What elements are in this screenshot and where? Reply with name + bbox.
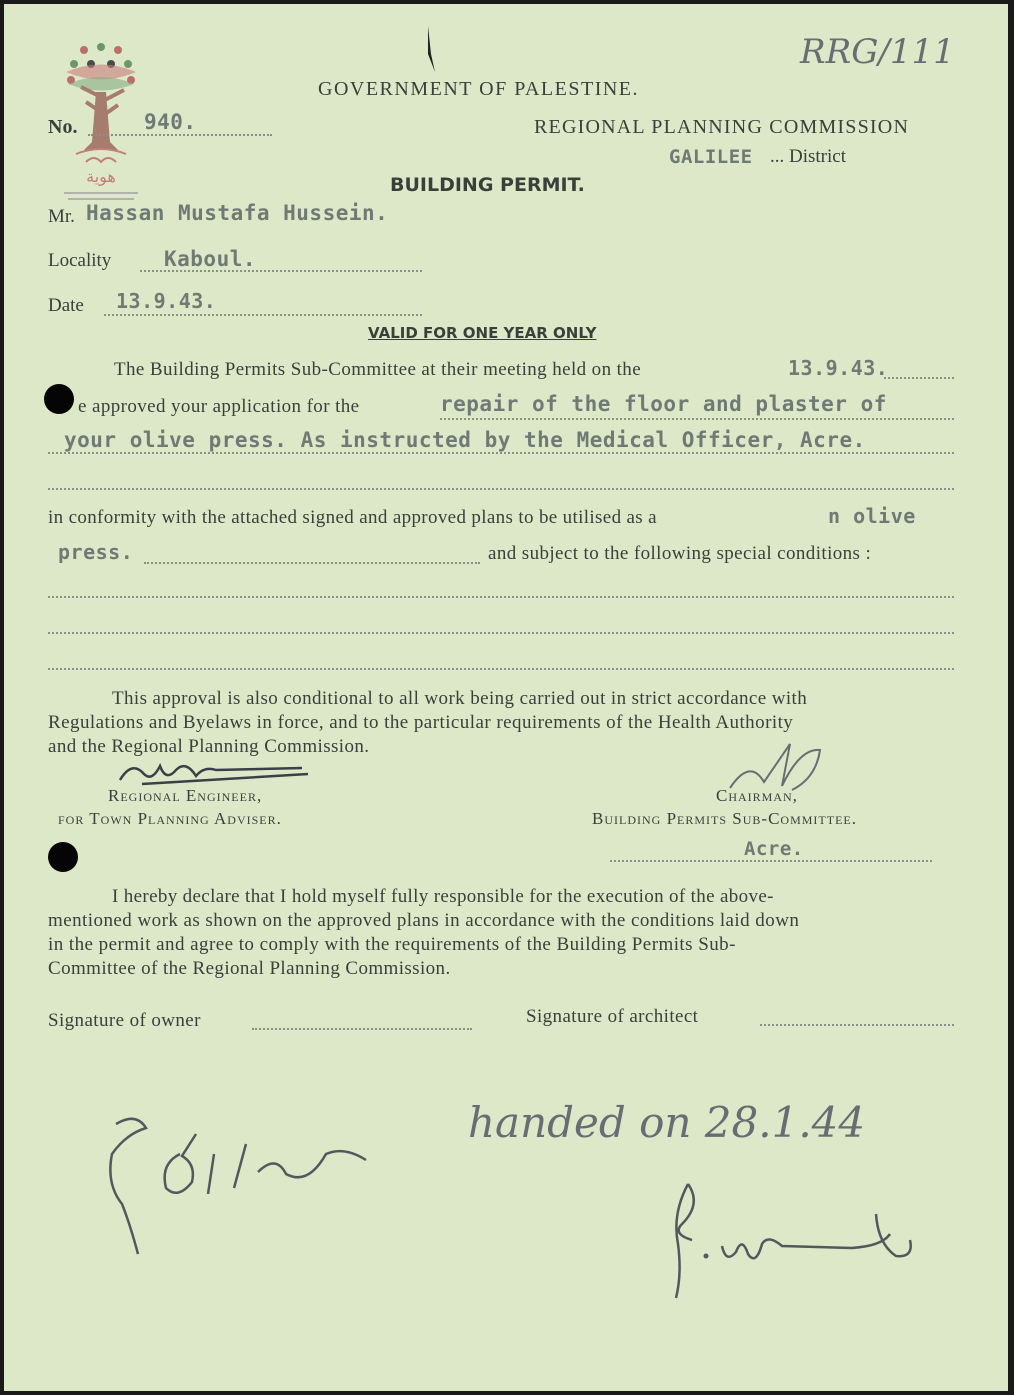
punch-hole-bottom: [48, 842, 78, 872]
conditions-dotted-line-1: [48, 596, 954, 598]
permit-number: 940.: [144, 110, 197, 134]
meeting-date: 13.9.43.: [788, 356, 889, 380]
conditions-dotted-line-2: [48, 632, 954, 634]
date-value: 13.9.43.: [116, 289, 217, 313]
owner-signature-line: [252, 1028, 472, 1030]
locality-label: Locality: [48, 250, 112, 271]
meeting-date-dotted-line: [884, 377, 954, 379]
commission-heading: REGIONAL PLANNING COMMISSION: [534, 116, 910, 138]
use-dotted-line: [144, 562, 480, 564]
chairman-title: Chairman,: [716, 786, 798, 805]
purpose-dotted-line-3: [48, 488, 954, 490]
date-dotted-line: [104, 314, 422, 316]
handwritten-initials: [652, 1174, 932, 1304]
punch-hole-top: [44, 384, 74, 414]
approval-note-line-2: Regulations and Byelaws in force, and to the particular requirements of the Health Authority: [48, 712, 794, 733]
district-label: ... District: [770, 146, 846, 167]
svg-text:هوية: هوية: [86, 167, 116, 186]
chairman-place: Acre.: [744, 838, 804, 860]
document-title: BUILDING PERMIT.: [390, 174, 585, 196]
conditions-dotted-line-3: [48, 668, 954, 670]
locality-value: Kaboul.: [164, 247, 257, 271]
use-value-2: press.: [58, 540, 134, 564]
purpose-dotted-line-2: [48, 452, 954, 454]
number-dotted-line: [88, 134, 272, 136]
purpose-line-2: your olive press. As instructed by the Medical Officer, Acre.: [64, 428, 866, 452]
date-label: Date: [48, 295, 84, 316]
use-value-1: n olive: [828, 504, 916, 528]
declaration-line-1: I hereby declare that I hold myself fully responsible for the execution of the above-: [112, 886, 774, 907]
purpose-dotted-line-1: [440, 418, 954, 420]
architect-signature-label: Signature of architect: [526, 1006, 699, 1027]
district-value: GALILEE: [669, 146, 753, 168]
conformity-line: in conformity with the attached signed and approved plans to be utilised as a: [48, 507, 657, 528]
purpose-line-1: repair of the floor and plaster of: [440, 392, 887, 416]
building-permits-sub-committee: Building Permits Sub-Committee.: [592, 809, 857, 828]
applicant-name: Hassan Mustafa Hussein.: [86, 201, 389, 225]
pen-mark: [422, 24, 440, 76]
approval-note-line-3: and the Regional Planning Commission.: [48, 736, 370, 757]
town-planning-adviser: for Town Planning Adviser.: [58, 809, 282, 828]
declaration-line-2: mentioned work as shown on the approved plans in accordance with the conditions laid down: [48, 910, 800, 931]
conditions-line: and subject to the following special conditions :: [488, 543, 872, 564]
regional-engineer-title: Regional Engineer,: [108, 786, 263, 805]
declaration-line-4: Committee of the Regional Planning Commission.: [48, 958, 451, 979]
permit-document: [4, 4, 1008, 1391]
declaration-line-3: in the permit and agree to comply with the requirements of the Building Permits Sub-: [48, 934, 736, 955]
validity-notice: VALID FOR ONE YEAR ONLY: [368, 324, 597, 342]
architect-signature-line: [760, 1024, 954, 1026]
government-heading: GOVERNMENT OF PALESTINE.: [318, 78, 640, 100]
owner-signature-label: Signature of owner: [48, 1010, 201, 1031]
number-label: No.: [48, 116, 78, 138]
handwritten-arabic-mark: [96, 1104, 376, 1264]
mr-prefix: Mr.: [48, 206, 75, 227]
body-line-2: e approved your application for the: [78, 396, 360, 417]
handwritten-note: handed on 28.1.44: [468, 1098, 866, 1147]
reference-number: RRG/111: [800, 32, 955, 72]
body-line-1: The Building Permits Sub-Committee at their meeting held on the: [114, 359, 642, 380]
place-dotted-line: [610, 860, 932, 862]
approval-note-line-1: This approval is also conditional to all work being carried out in strict accordance with: [112, 688, 808, 709]
